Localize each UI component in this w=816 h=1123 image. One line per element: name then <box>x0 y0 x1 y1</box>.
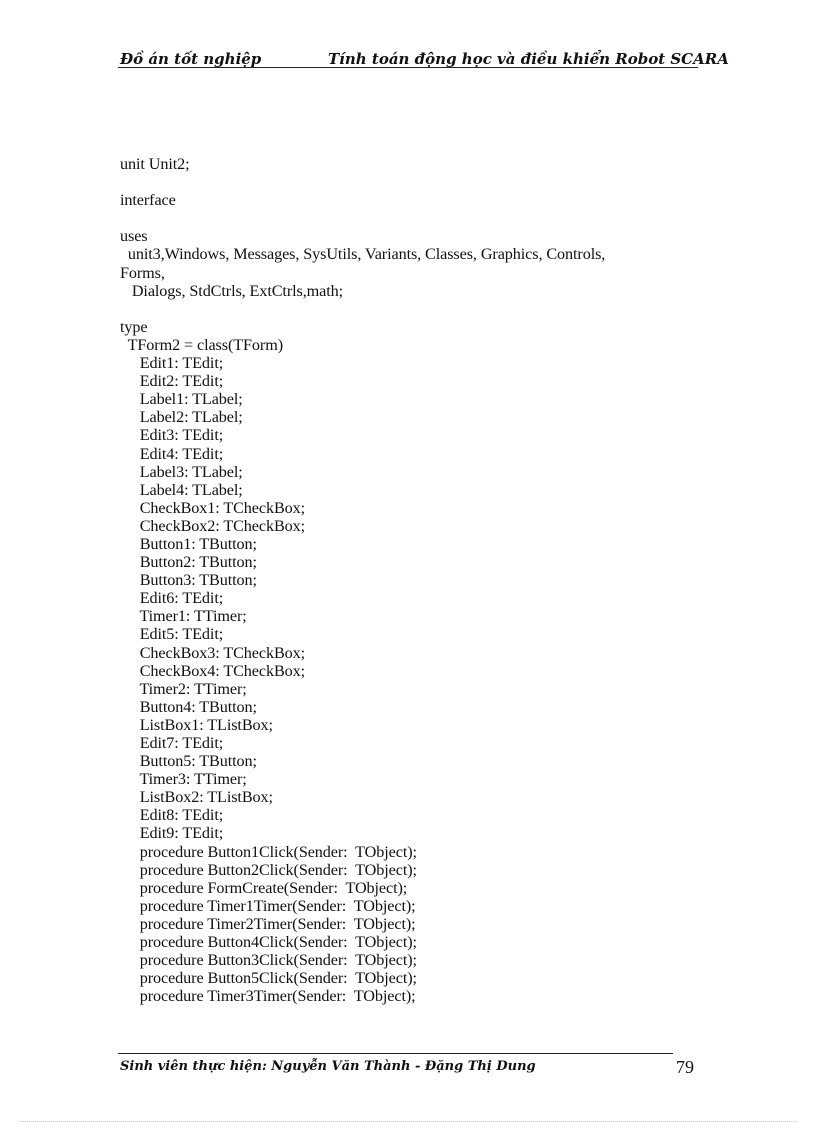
code-line: ListBox1: TListBox; <box>120 715 273 734</box>
footer-rule <box>118 1053 673 1054</box>
code-line: Edit9: TEdit; <box>120 824 224 843</box>
header-left-title: Đồ án tốt nghiệp <box>120 50 262 68</box>
code-line: Edit4: TEdit; <box>120 444 224 463</box>
code-line: Label3: TLabel; <box>120 462 243 481</box>
code-line: Button4: TButton; <box>120 697 257 716</box>
code-line: unit3,Windows, Messages, SysUtils, Variants, Classes, Graphics, Controls, <box>120 245 606 264</box>
code-line: Button5: TButton; <box>120 752 257 771</box>
code-line: procedure FormCreate(Sender: TObject); <box>120 878 408 897</box>
footer-author: Sinh viên thực hiện: Nguyễn Văn Thành - Đặng Thị Dung <box>120 1059 536 1074</box>
code-line <box>120 173 700 191</box>
code-line: Edit5: TEdit; <box>120 625 224 644</box>
code-line: Edit3: TEdit; <box>120 426 224 445</box>
code-line: unit Unit2; <box>120 155 190 173</box>
header-rule <box>118 67 698 68</box>
page-number: 79 <box>676 1057 694 1077</box>
code-line: Timer3: TTimer; <box>120 770 247 789</box>
code-line: Edit2: TEdit; <box>120 372 224 391</box>
code-line: CheckBox4: TCheckBox; <box>120 661 306 680</box>
code-line: Forms, <box>120 263 165 282</box>
code-line: Timer2: TTimer; <box>120 679 247 698</box>
code-line: Edit6: TEdit; <box>120 589 224 608</box>
code-line: uses <box>120 227 148 246</box>
code-line: procedure Button4Click(Sender: TObject); <box>120 933 417 952</box>
code-line: Button2: TButton; <box>120 553 257 572</box>
code-line: Dialogs, StdCtrls, ExtCtrls,math; <box>120 281 344 300</box>
code-line: Label2: TLabel; <box>120 408 243 427</box>
code-line <box>120 209 700 227</box>
code-line: Edit8: TEdit; <box>120 806 224 825</box>
code-line: ListBox2: TListBox; <box>120 788 273 807</box>
code-line: Label1: TLabel; <box>120 390 243 409</box>
code-line: procedure Timer1Timer(Sender: TObject); <box>120 896 416 915</box>
code-line: CheckBox2: TCheckBox; <box>120 516 306 535</box>
code-line: interface <box>120 191 176 210</box>
page-edge-divider <box>20 1121 796 1122</box>
code-block <box>120 155 700 1005</box>
code-line: procedure Timer3Timer(Sender: TObject); <box>120 987 416 1006</box>
code-line <box>120 300 700 318</box>
code-line: TForm2 = class(TForm) <box>120 335 283 354</box>
code-line: CheckBox1: TCheckBox; <box>120 498 306 517</box>
code-line: procedure Button3Click(Sender: TObject); <box>120 951 417 970</box>
code-line: procedure Button5Click(Sender: TObject); <box>120 969 417 988</box>
code-line: procedure Timer2Timer(Sender: TObject); <box>120 914 416 933</box>
code-line: Edit1: TEdit; <box>120 354 224 373</box>
code-line: Edit7: TEdit; <box>120 734 224 752</box>
header-right-title: Tính toán động học và điều khiển Robot SCARA <box>328 50 729 68</box>
code-line: Timer1: TTimer; <box>120 607 247 626</box>
code-line: Button3: TButton; <box>120 571 257 590</box>
code-line: procedure Button2Click(Sender: TObject); <box>120 860 417 879</box>
code-line: procedure Button1Click(Sender: TObject); <box>120 842 417 861</box>
code-line: CheckBox3: TCheckBox; <box>120 643 306 662</box>
code-line: Label4: TLabel; <box>120 480 243 499</box>
code-line: Button1: TButton; <box>120 534 257 553</box>
code-line: type <box>120 317 148 336</box>
